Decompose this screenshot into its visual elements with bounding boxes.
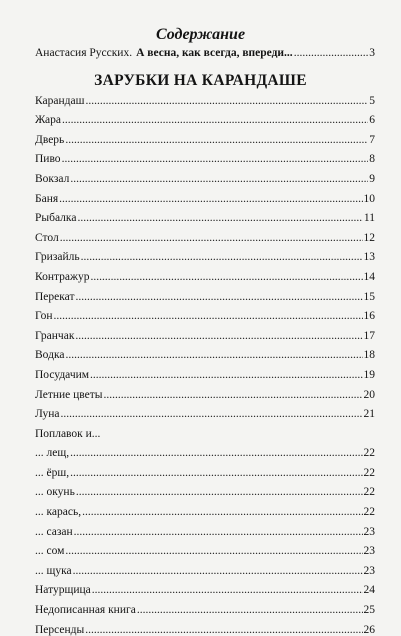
toc-page-number: 8 [369, 153, 375, 166]
toc-page-number: 13 [363, 251, 375, 264]
dot-leader [65, 545, 362, 557]
toc-list [35, 87, 375, 636]
dot-leader [76, 486, 363, 498]
intro-title: А весна, как всегда, впереди... [136, 47, 293, 59]
toc-entry [35, 165, 375, 185]
toc-page-number: 5 [369, 94, 375, 107]
dot-leader [82, 506, 362, 518]
dot-leader [74, 526, 363, 538]
intro-author: Анастасия Русских. [35, 47, 133, 59]
dot-leader [60, 232, 363, 244]
toc-entry-title: ... карась, [35, 506, 82, 519]
toc-page-number: 22 [363, 506, 375, 519]
toc-page-number: 22 [363, 447, 375, 460]
toc-entry [35, 459, 375, 479]
toc-page-number: 24 [363, 584, 375, 597]
toc-page-number: 16 [363, 310, 375, 323]
toc-entry [35, 322, 375, 342]
toc-entry-title: Луна [35, 408, 60, 421]
toc-entry-title: Гризайль [35, 251, 80, 264]
dot-leader [90, 369, 362, 381]
dot-leader [85, 624, 362, 636]
dot-leader [61, 408, 363, 420]
toc-page-number: 11 [363, 212, 375, 225]
dot-leader [65, 134, 368, 146]
toc-entry-title: Гон [35, 310, 53, 323]
toc-entry-title: Дверь [35, 133, 65, 146]
toc-entry-title: Пиво [35, 153, 61, 166]
toc-page-number: 12 [363, 231, 375, 244]
toc-entry [35, 557, 375, 577]
dot-leader [294, 47, 369, 59]
toc-entry [35, 303, 375, 323]
toc-entry-title: Стол [35, 231, 59, 244]
toc-entry [35, 498, 375, 518]
intro-entry [35, 47, 375, 59]
dot-leader [70, 467, 362, 479]
dot-leader [70, 173, 368, 185]
toc-entry [35, 224, 375, 244]
toc-entry-title: Жара [35, 114, 61, 127]
toc-entry-title: Рыбалка [35, 212, 77, 225]
toc-page-number: 17 [363, 329, 375, 342]
toc-entry-title: Баня [35, 192, 59, 205]
dot-leader [73, 565, 363, 577]
dot-leader [70, 447, 362, 459]
toc-entry [35, 420, 375, 440]
toc-page-number: 7 [369, 133, 375, 146]
toc-entry [35, 146, 375, 166]
toc-entry-title: ... лещ, [35, 447, 70, 460]
toc-page-number: 22 [363, 486, 375, 499]
toc-entry [35, 205, 375, 225]
toc-entry [35, 401, 375, 421]
toc-entry-title: Вокзал [35, 172, 70, 185]
toc-entry [35, 107, 375, 127]
dot-leader [77, 212, 362, 224]
toc-entry [35, 616, 375, 636]
toc-page-number: 10 [363, 192, 375, 205]
toc-entry-title: ... щука [35, 564, 72, 577]
toc-page-number: 22 [363, 466, 375, 479]
toc-page-number: 23 [363, 525, 375, 538]
toc-entry [35, 518, 375, 538]
toc-page-number: 19 [363, 368, 375, 381]
dot-leader [59, 193, 362, 205]
toc-entry [35, 283, 375, 303]
toc-entry [35, 87, 375, 107]
toc-entry [35, 263, 375, 283]
intro-page-number: 3 [369, 47, 375, 59]
toc-entry [35, 342, 375, 362]
toc-entry-title: ... сом [35, 545, 65, 558]
toc-entry [35, 361, 375, 381]
toc-entry-title: Гранчак [35, 329, 75, 342]
toc-page-number: 15 [363, 290, 375, 303]
toc-page-number: 18 [363, 349, 375, 362]
toc-entry [35, 538, 375, 558]
toc-entry-title: Перекат [35, 290, 75, 303]
toc-entry [35, 244, 375, 264]
contents-heading: Содержание [155, 26, 246, 43]
section-title: ЗАРУБКИ НА КАРАНДАШЕ [94, 72, 307, 89]
toc-page-number: 23 [363, 564, 375, 577]
dot-leader [75, 330, 362, 342]
toc-entry [35, 126, 375, 146]
dot-leader [137, 604, 363, 616]
toc-entry-title: Посудачим [35, 368, 90, 381]
toc-entry [35, 381, 375, 401]
dot-leader [62, 114, 368, 126]
toc-entry [35, 577, 375, 597]
dot-leader [104, 389, 363, 401]
toc-page-number: 23 [363, 545, 375, 558]
toc-entry-title: Персенды [35, 623, 85, 636]
dot-leader [81, 251, 363, 263]
dot-leader [62, 153, 369, 165]
toc-entry [35, 596, 375, 616]
dot-leader [90, 271, 362, 283]
toc-page-number: 6 [369, 114, 375, 127]
dot-leader [92, 584, 363, 596]
toc-entry-title: Недописанная книга [35, 604, 136, 617]
dot-leader [65, 349, 362, 361]
dot-leader [85, 95, 368, 107]
toc-entry-title: Контражур [35, 270, 90, 283]
toc-entry-title: Карандаш [35, 94, 85, 107]
toc-entry-title: ... ёрш, [35, 466, 70, 479]
dot-leader [76, 291, 363, 303]
toc-entry-title: ... сазан [35, 525, 73, 538]
toc-entry-title: Поплавок и... [35, 427, 101, 440]
toc-entry-title: Натурщица [35, 584, 91, 597]
toc-page-number: 9 [369, 172, 375, 185]
toc-entry [35, 185, 375, 205]
toc-page-number: 25 [363, 604, 375, 617]
toc-page-number: 21 [363, 408, 375, 421]
toc-entry-title: ... окунь [35, 486, 75, 499]
dot-leader [54, 310, 363, 322]
toc-entry-title: Летние цветы [35, 388, 103, 401]
toc-page-number: 14 [363, 270, 375, 283]
toc-entry [35, 440, 375, 460]
toc-page-number: 20 [363, 388, 375, 401]
toc-entry-title: Водка [35, 349, 65, 362]
toc-entry [35, 479, 375, 499]
toc-page-number: 26 [363, 623, 375, 636]
